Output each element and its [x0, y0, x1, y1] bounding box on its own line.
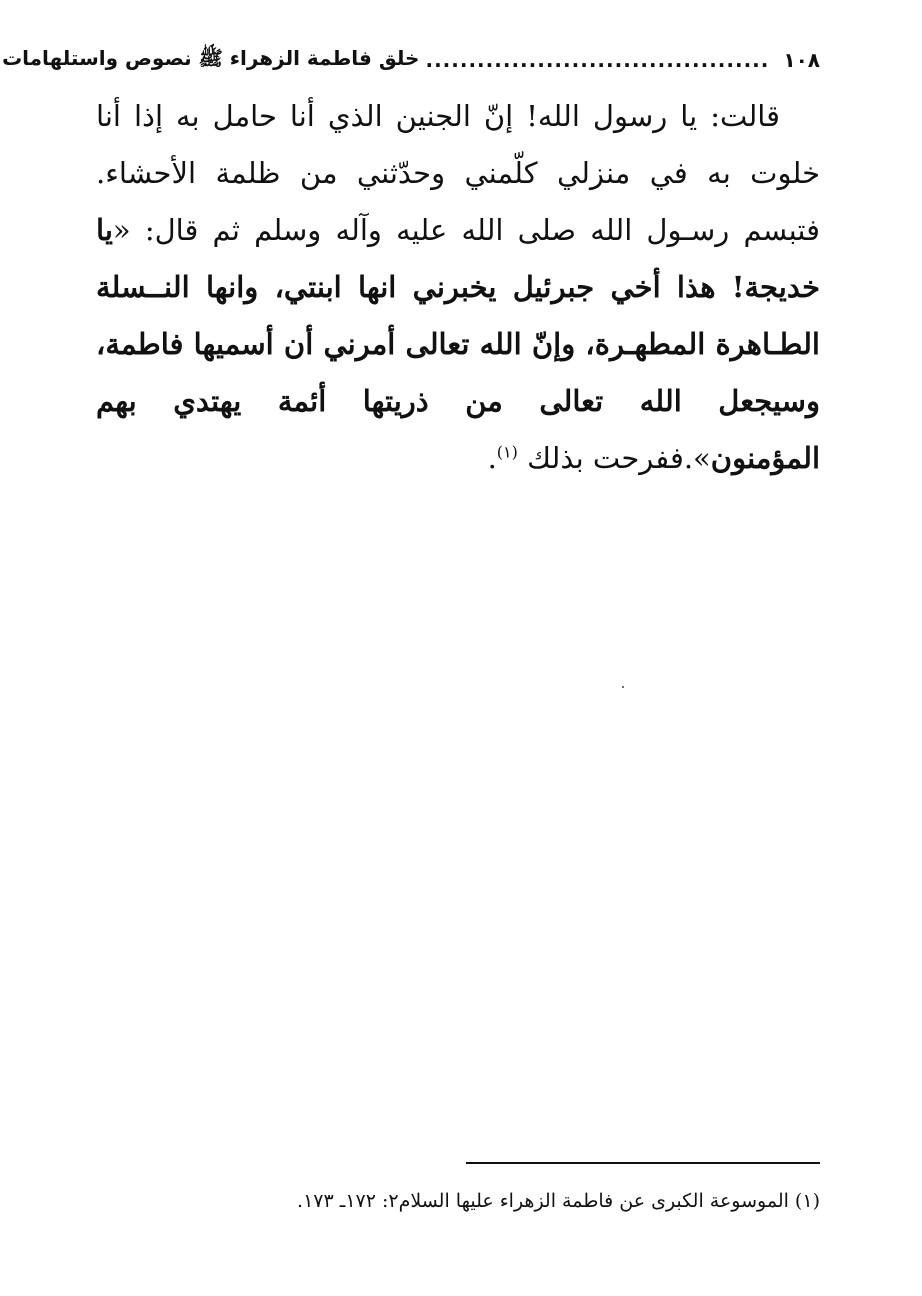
footnote: (١) الموسوعة الكبرى عن فاطمة الزهراء عليها السلام٢: ١٧٢ـ ١٧٣. [297, 1190, 820, 1212]
body-outro: ».ففرحت بذلك [527, 441, 711, 475]
body-end-period: . [487, 441, 497, 475]
body-paragraph [96, 88, 820, 487]
page-number: ١٠٨ [783, 48, 820, 72]
header-leader-dots: ........................................ [425, 48, 770, 72]
stray-dot [622, 686, 624, 688]
body-quote: يا خديجة! هذا أخي جبرئيل يخبرني انها ابنتي، وانها النــسلة الطـاهرة المطهـرة، وإنّ الله تعالى أمرني أن أسميها فاطمة، وسيجعل الله تعالى من ذريتها أئمة يهتدي بهم المؤمنون [96, 213, 820, 475]
running-title: خلق فاطمة الزهراء ﷺ نصوص واستلهامات [2, 45, 420, 70]
footnote-separator [466, 1162, 820, 1164]
body-intro: قالت: يا رسول الله! إنّ الجنين الذي أنا حامل به إذا أنا خلوت به في منزلي كلّمني وحدّثني من ظلمة الأحشاء. فتبسم رسـول الله صلى الله عليه وآله وسلم ثم قال: « [96, 99, 820, 247]
running-header [2, 40, 820, 80]
footnote-marker: (١) [496, 442, 518, 462]
